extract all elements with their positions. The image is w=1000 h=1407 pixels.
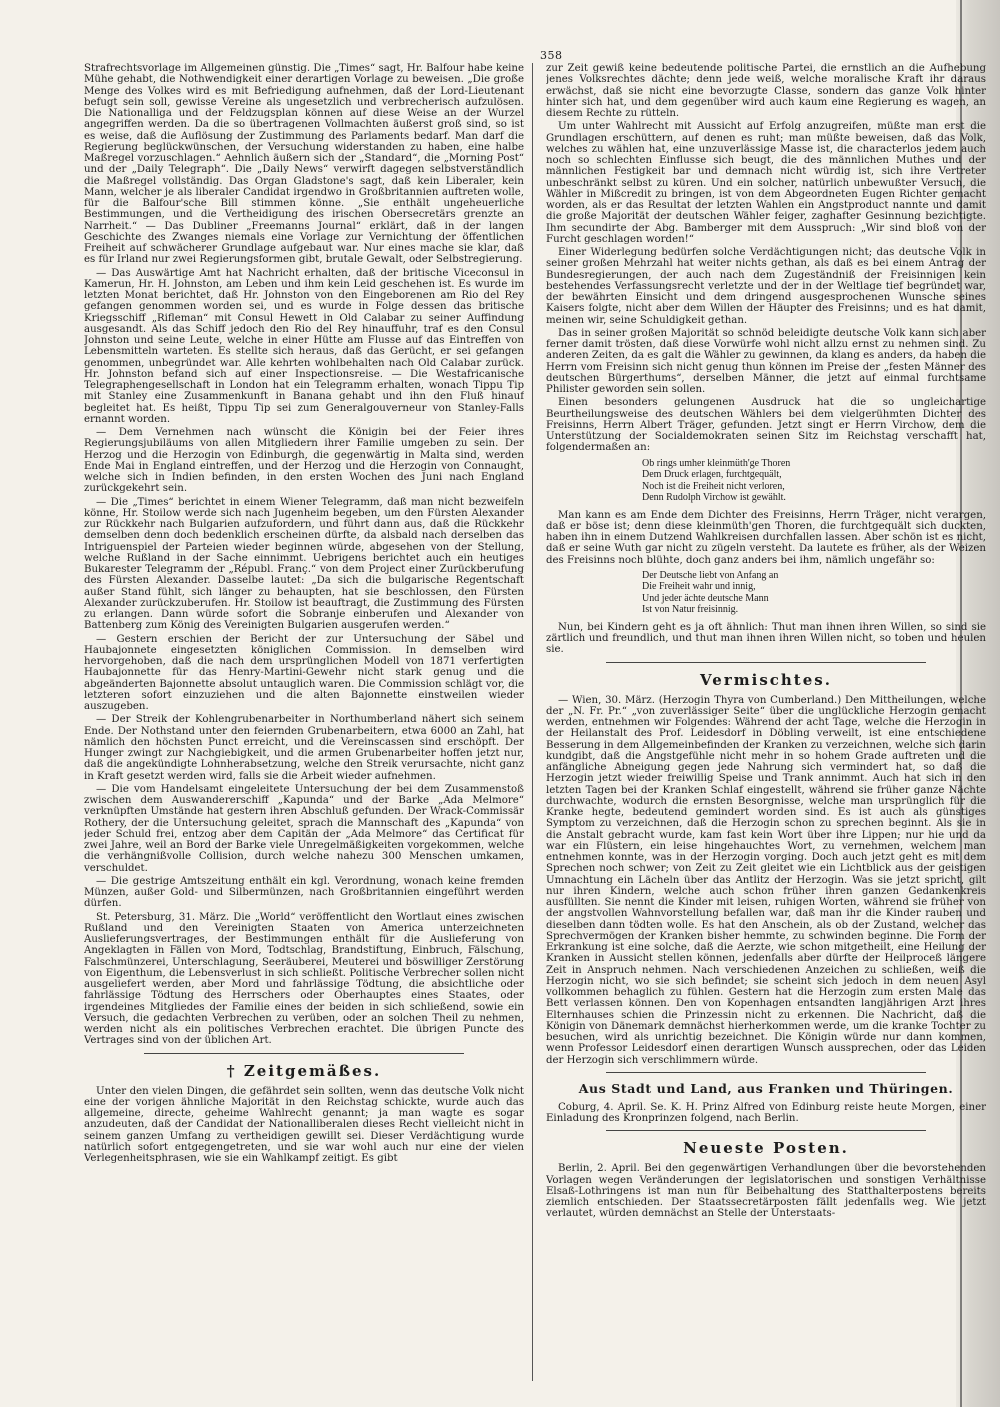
article-paragraph: — Das Auswärtige Amt hat Nachricht erhalten, daß der britische Viceconsul in Kamerun, Hr. H. Johnston, am Leben und ihm kein Leid geschehen ist. Es wurde im letzten Monat berichtet, daß Hr. Johnston von den Eingeborenen am Rio del Rey gefangen genommen worden sei, und es wurde in Folge dessen das britische Kriegsschiff „Rifleman“ mit Consul Hewett in Old Calabar zu seiner Auffindung ausgesandt. Als das Schiff jedoch den Rio del Rey hinauffuhr, traf es den Consul Johnston und seine Leute, welche in einer Hütte am Flusse auf das Eintreffen von Lebensmitteln warteten. Es stellte sich heraus, daß das Gerücht, er sei gefangen genommen, unbegründet war. Alle kehrten wohlbehalten nach Old Calabar zurück. Hr. Johnston befand sich auf einer Inspectionsreise. — Die Westafricanische Telegraphengesellschaft in London hat ein Telegramm erhalten, wonach Tippu Tip mit Stanley eine Zusammenkunft in Banana gehabt und ihn den Fluß hinauf begleitet hat. Es heißt, Tippu Tip sei zum Generalgouverneur von Stanley-Falls ernannt worden. <box>84 267 524 425</box>
article-paragraph: — Die „Times“ berichtet in einem Wiener Telegramm, daß man nicht bezweifeln könne, Hr. Stoilow werde sich nach Jugenheim begeben, um den Fürsten Alexander zur Rückkehr nach Bulgarien aufzufordern, und führt dann aus, daß die Rückkehr demselben denn doch bedenklich erscheinen dürfte, da alsbald nach derselben das Intriguenspiel der Parteien wieder beginnen würde, abgesehen von der Stellung, welche Rußland in der Sache einnimmt. Uebrigens berichtet auch ein heutiges Bukarester Telegramm der „Républ. Franç.“ von dem Project einer Zurückberufung des Fürsten Alexander. Dasselbe lautet: „Da sich die bulgarische Regentschaft außer Stand fühlt, sich länger zu behaupten, hat sie beschlossen, den Fürsten Alexander zurückzuberufen. Hr. Stoilow ist beauftragt, die Zustimmung des Fürsten zu erlangen. Dann würde sofort die Sobranje einberufen und Alexander von Battenberg zum König des Vereinigten Bulgarien ausgerufen werden.“ <box>84 496 524 632</box>
verse-line: Und jeder ächte deutsche Mann <box>642 592 769 604</box>
article-paragraph: — Der Streik der Kohlengrubenarbeiter in Northumberland nähert sich seinem Ende. Der Nothstand unter den feiernden Grubenarbeitern, etwa 6000 an Zahl, hat nämlich den höchsten Punct erreicht, und die Vereinscassen sind erschöpft. Der Hunger zwingt zur Nachgiebigkeit, und die armen Grubenarbeiter hoffen jetzt nur, daß die angekündigte Lohnherabsetzung, welche den Streik verursachte, nicht ganz in Kraft gesetzt werden wird, falls sie die Arbeit wieder aufnehmen. <box>84 714 524 782</box>
verse-block <box>642 458 986 504</box>
column-divider <box>532 63 533 1381</box>
section-divider <box>606 1130 926 1131</box>
verse-line: Die Freiheit wahr und innig, <box>642 581 756 593</box>
section-divider <box>606 662 926 663</box>
article-paragraph: Um unter Wahlrecht mit Aussicht auf Erfolg anzugreifen, müßte man erst die Grundlagen erschüttern, auf denen es ruht; man müßte beweisen, daß das Volk, welches zu wählen hat, eine unzuverlässige Masse ist, die characterlos jedem auch noch so schlechten Einflusse sich beugt, die des männlichen Muthes und der männlichen Festigkeit bar und demnach nicht würdig ist, sich ihre Vertreter unbeschränkt selbst zu küren. Und ein solcher, natürlich unbewußter Versuch, die Wähler in Mißcredit zu bringen, ist von dem Abgeordneten Eugen Richter gemacht worden, als er das Resultat der letzten Wahlen ein Angstproduct nannte und damit die große Majorität der deutschen Wähler feiger, zaghafter Gesinnung bezichtigte. Ihm secundirte der Abg. Bamberger mit dem Ausspruch: „Wir sind bloß von der Furcht geschlagen worden!“ <box>546 121 986 245</box>
section-heading-neueste-posten: Neueste Posten. <box>683 1139 849 1158</box>
article-paragraph: — Dem Vernehmen nach wünscht die Königin bei der Feier ihres Regierungsjubiläums von allen Mitgliedern ihrer Familie umgeben zu sein. Der Herzog und die Herzogin von Edinburgh, die gegenwärtig in Malta sind, werden Ende Mai in England eintreffen, und der Herzog und die Herzogin von Connaught, welche sich in Indien befinden, in den ersten Wochen des Juni nach England zurückgekehrt sein. <box>84 427 524 495</box>
right-column <box>546 63 986 1398</box>
section-heading-vermischtes: Vermischtes. <box>700 670 832 689</box>
left-column <box>84 63 524 1398</box>
section-divider <box>144 1053 464 1054</box>
article-paragraph: — Die gestrige Amtszeitung enthält ein kgl. Verordnung, wonach keine fremden Münzen, außer Gold- und Silbermünzen, nach Großbritannien eingeführt werden dürfen. <box>84 875 524 910</box>
article-paragraph: St. Petersburg, 31. März. Die „World“ veröffentlicht den Wortlaut eines zwischen Rußland und den Vereinigten Staaten von America unterzeichneten Auslieferungsvertrages, der Bestimmungen enthält für die Auslieferung von Angeklagten in Fällen von Mord, Todtschlag, Brandstiftung, Einbruch, Fälschung, Falschmünzerei, Unterschlagung, Seeräuberei, Meuterei und böswilliger Zerstörung von Eigenthum, die Lebensverlust in sich schließt. Politische Verbrecher sollen nicht ausgeliefert werden, aber Mord und fahrlässige Tödtung, die absichtliche oder fahrlässige Tödtung des Herrschers oder Oberhauptes eines Staates, oder irgendeines Mitgliedes der Familie eines der beiden in sich schließend, sowie ein Versuch, die gedachten Verbrechen zu verüben, oder an solchen Theil zu nehmen, werden nicht als ein politisches Verbrechen erachtet. Die übrigen Puncte des Vertrages sind von der üblichen Art. <box>84 911 524 1047</box>
verse-block <box>642 570 986 616</box>
verse-line: Der Deutsche liebt von Anfang an <box>642 569 779 581</box>
article-paragraph: Man kann es am Ende dem Dichter des Freisinns, Herrn Träger, nicht verargen, daß er böse ist; denn diese kleinmüth'gen Thoren, die furchtgequält sich duckten, haben ihn in einem Dutzend Wahlkreisen durchfallen lassen. Aber schön ist es nicht, daß er seine Wuth gar nicht zu zügeln versteht. Da lautete es früher, als der Weizen des Freisinns noch blühte, doch ganz anders bei ihm, nämlich ungefähr so: <box>546 509 986 566</box>
article-paragraph: — Gestern erschien der Bericht der zur Untersuchung der Säbel und Haubajonnete eingesetzten königlichen Commission. In demselben wird hervorgehoben, daß die nach dem ursprünglichen Modell von 1871 verfertigten Haubajonnette für das Henry-Martini-Gewehr nicht stark genug und die abgeänderten Bajonnette absolut untauglich waren. Die Commission schlägt vor, die letzteren sofort einzuziehen und die alten Bajonnette einstweilen wieder auszugeben. <box>84 633 524 712</box>
verse-line: Ob rings umher kleinmüth'ge Thoren <box>642 457 791 469</box>
article-paragraph: — Die vom Handelsamt eingeleitete Untersuchung der bei dem Zusammenstoß zwischen dem Auswandererschiff „Kapunda“ und der Barke „Ada Melmore“ verknüpften Umstände hat gestern ihren Abschluß gefunden. Der Wrack-Commissär Rothery, der die Untersuchung geleitet, sprach die Mannschaft des „Kapunda“ von jeder Schuld frei, entzog aber dem Capitän der „Ada Melmore“ das Certificat für zwei Jahre, weil an Bord der Barke viele Unregelmäßigkeiten vorgekommen, welche die verhängnißvolle Collision, durch welche nahezu 300 Menschen umkamen, verschuldet. <box>84 783 524 874</box>
article-paragraph: Strafrechtsvorlage im Allgemeinen günstig. Die „Times“ sagt, Hr. Balfour habe keine Mühe gehabt, die Nothwendigkeit einer derartigen Vorlage zu beweisen. „Die große Menge des Volkes wird es mit Befriedigung aufnehmen, daß der Lord-Lieutenant befugt sein soll, gewisse Vereine als ungesetzlich und verbrecherisch aufzulösen. Die Nationalliga und der Feldzugsplan können auf diese Weise an der Wurzel angegriffen werden. Da die so übertragenen Vollmachten äußerst groß sind, so ist es weise, daß die Auflösung der Zustimmung des Parlaments bedarf. Man darf die Regierung beglückwünschen, der Versuchung widerstanden zu haben, eine halbe Maßregel vorzuschlagen.“ Aehnlich äußern sich der „Standard“, die „Morning Post“ und der „Daily Telegraph“. Die „Daily News“ verwirft dagegen selbstverständlich die Maßregel vollständig. Das Organ Gladstone's sagt, daß kein Liberaler, kein Mann, welcher je als liberaler Candidat irgendwo in Großbritannien auftreten wolle, für die Balfour'sche Bill stimmen könne. „Sie enthält ungeheuerliche Bestimmungen, und die Vertheidigung des irischen Obersecretärs grenzte an Narrheit.“ — Das Dubliner „Freemanns Journal“ erklärt, daß in der langen Geschichte des Zwanges niemals eine Vorlage zur Vernichtung der öffentlichen Freiheit auf schwächerer Grundlage aufgebaut war. Nur eines mache sie klar, daß es für Irland nur zwei Regierungsformen gibt, brutale Gewalt, oder Selbstregierung. <box>84 63 524 266</box>
article-paragraph: Berlin, 2. April. Bei den gegenwärtigen Verhandlungen über die bevorstehenden Vorlagen wegen Veränderungen der legislatorischen und sonstigen Verhältnisse Elsaß-Lothringens ist man nun für Beibehaltung des Statthalterpostens bereits ziemlich entschieden. Der Staatssecretärposten fällt jedenfalls weg. Wie jetzt verlautet, würden demnächst an Stelle der Unterstaats- <box>546 1163 986 1220</box>
verse-line: Ist von Natur freisinnig. <box>642 604 739 616</box>
article-paragraph: Coburg, 4. April. Se. K. H. Prinz Alfred von Edinburg reiste heute Morgen, einer Einladung des Kronprinzen folgend, nach Berlin. <box>546 1101 986 1124</box>
article-paragraph: Einer Widerlegung bedürfen solche Verdächtigungen nicht; das deutsche Volk in seiner großen Mehrzahl hat weiter nichts gethan, als daß es bei einem Antrag der Bundesregierungen, der auch nach dem Zugeständniß der Freisinnigen kein bestehendes Verfassungsrecht verletzte und der in der Weltlage tief begründet war, der bewährten Einsicht und dem dringend ausgesprochenen Wunsche seines Kaisers folgte, nicht aber dem Willen der Häupter des Freisinns; und es hat damit, meinen wir, seine Schuldigkeit gethan. <box>546 247 986 326</box>
verse-line: Noch ist die Freiheit nicht verloren, <box>642 480 785 492</box>
page-number: 358 <box>540 49 563 62</box>
section-heading-zeitgemaesses: † Zeitgemäßes. <box>226 1061 382 1080</box>
article-paragraph: zur Zeit gewiß keine bedeutende politische Partei, die ernstlich an die Aufhebung jenes Volksrechtes dächte; denn jede weiß, welche moralische Kraft ihr daraus erwächst, daß sie nicht eine bevorzugte Classe, sondern das ganze Volk hinter hinter sich hat, und dem gegenüber wird auch kaum eine Regierung es wagen, an diesem Rechte zu rütteln. <box>546 63 986 119</box>
article-paragraph: Nun, bei Kindern geht es ja oft ähnlich: Thut man ihnen ihren Willen, so sind sie zärtlich und freundlich, und thut man ihnen ihren Willen nicht, so toben und heulen sie. <box>546 621 986 656</box>
article-paragraph: Das in seiner großen Majorität so schnöd beleidigte deutsche Volk kann sich aber ferner damit trösten, daß diese Vorwürfe wohl nicht allzu ernst zu nehmen sind. Zu anderen Zeiten, da es galt die Wähler zu gewinnen, da klang es anders, da haben die Herrn vom Freisinn sich nicht genug thun können im Preise der „festen Männer des deutschen Bürgerthums“, derselben Männer, die jetzt auf einmal furchtsame Philister geworden sein sollen. <box>546 327 986 395</box>
verse-line: Denn Rudolph Virchow ist gewählt. <box>642 492 786 503</box>
section-divider <box>606 1072 926 1073</box>
article-paragraph: — Wien, 30. März. (Herzogin Thyra von Cumberland.) Den Mittheilungen, welche der „N. Fr. Pr.“ „von zuverlässiger Seite“ über die unglückliche Herzogin gemacht werden, entnehmen wir Folgendes: Während der acht Tage, welche die Herzogin in der Heilanstalt des Prof. Leidesdorf in Döbling verweilt, ist eine entschiedene Besserung in dem Allgemeinbefinden der Kranken zu verzeichnen, welche sich darin kundgibt, daß die Angstgefühle nicht mehr in so hohem Grade auftreten und die anfängliche Abneigung gegen jede Nahrung sich vermindert hat, so daß die Herzogin jetzt wieder freiwillig Speise und Trank annimmt. Auch hat sich in den letzten Tagen bei der Kranken Schlaf eingestellt, während sie früher ganze Nächte durchwachte, wodurch die ernsten Besorgnisse, welche man ursprünglich für die Kranke hegte, bedeutend gemindert worden sind. Es ist auch als günstiges Symptom zu verzeichnen, daß die Herzogin schon zu sprechen beginnt. Als sie in die Anstalt gebracht wurde, kam fast kein Wort über ihre Lippen; nur hie und da war ein Flüstern, ein leise hingehauchtes Wort, zu vernehmen, welchem man entnehmen konnte, was in der Herzogin vorging. Doch auch jetzt geht es mit dem Sprechen noch schwer; von Zeit zu Zeit gleitet wie ein Lichtblick aus der geistigen Umnachtung ein Lächeln über das Antlitz der Herzogin. Was sie jetzt spricht, gilt nur ihren Kindern, welche auch schon früher ihren ganzen Gedankenkreis ausfüllten. Sie nennt die Kinder mit leisen, ruhigen Worten, während sie früher von der angstvollen Wahnvorstellung befallen war, daß man ihr die Kinder rauben und dieselben dann tödten wolle. Es hat den Anschein, als ob der Zustand, welcher das Sprechvermögen der Kranken bisher hemmte, zu schwinden beginne. Die Form der Erkrankung ist eine solche, daß die Aerzte, wie schon mitgetheilt, eine Heilung der Kranken in Aussicht stellen können, jedenfalls aber dürfte der Heilproceß längere Zeit in Anspruch nehmen. Nach verschiedenen Anzeichen zu schließen, weiß die Herzogin nicht, wo sie sich befindet; sie scheint sich jedoch in dem neuen Asyl vollkommen behaglich zu fühlen. Gestern hat die Herzogin zum ersten Male das Bett verlassen können. Den von Kopenhagen entsandten langjährigen Arzt ihres Elternhauses schien die Prinzessin nicht zu erkennen. Die Nachricht, daß die Königin von Dänemark demnächst hierherkommen werde, um die kranke Tochter zu besuchen, wird als unrichtig bezeichnet. Die Königin würde nur dann kommen, wenn Professor Leidesdorf einen derartigen Wunsch aussprechen, oder das Leiden der Herzogin sich verschlimmern würde. <box>546 694 986 1066</box>
article-paragraph: Unter den vielen Dingen, die gefährdet sein sollten, wenn das deutsche Volk nicht eine der vorigen ähnliche Majorität in den Reichstag schickte, wurde auch das allgemeine, directe, geheime Wahlrecht genannt; ja man wagte es sogar anzudeuten, daß der Candidat der Nationalliberalen dieses Recht vielleicht nicht in seinem ganzen Umfang zu vertheidigen gewillt sei. Dieser Verdächtigung wurde natürlich sofort entgegengetreten, und sie war wohl auch nur eine der vielen Verlegenheitsphrasen, wie sie ein Wahlkampf zeitigt. Es gibt <box>84 1085 524 1164</box>
verse-line: Dem Druck erlagen, furchtgequält, <box>642 469 782 480</box>
section-heading-stadt-und-land: Aus Stadt und Land, aus Franken und Thüringen. <box>578 1080 954 1096</box>
article-paragraph: Einen besonders gelungenen Ausdruck hat die so ungleichartige Beurtheilungsweise des deutschen Wählers bei dem vielgerühmten Dichter des Freisinns, Herrn Albert Träger, gefunden. Jetzt singt er Herrn Virchow, dem die Unterstützung der Socialdemokraten seinen Sitz im Reichstag verschafft hat, folgendermaßen an: <box>546 397 986 454</box>
